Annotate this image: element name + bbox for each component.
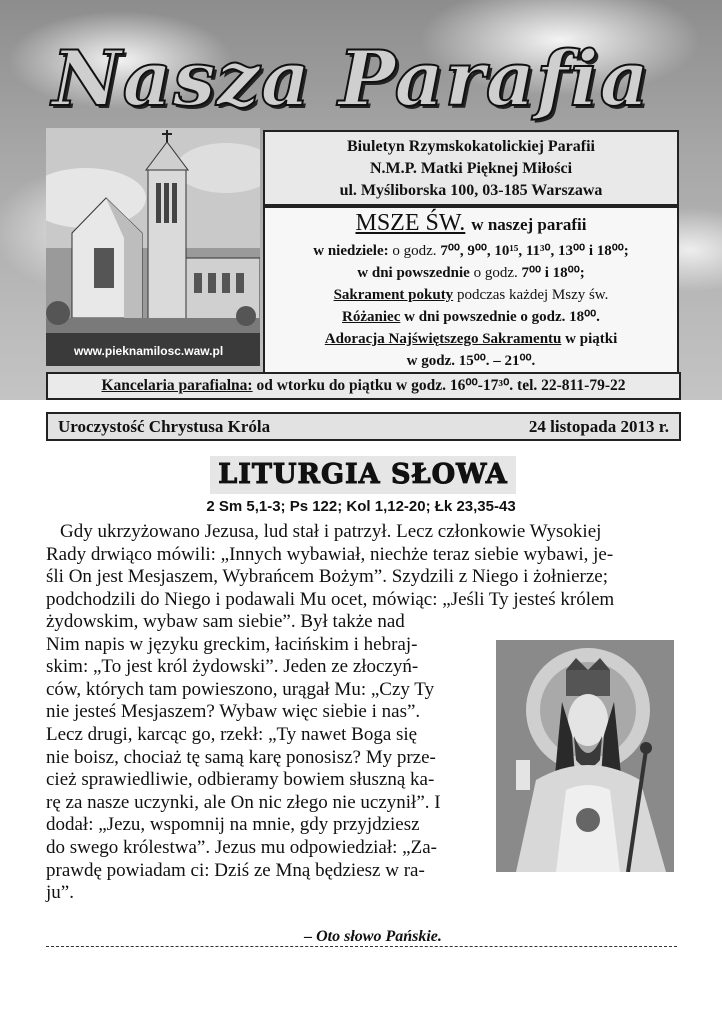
sunday-masses: w niedziele: o godz. 7⁰⁰, 9⁰⁰, 10¹⁵, 11³⁰, 13⁰⁰ i 18⁰⁰; <box>313 243 629 259</box>
reading-line: podchodzili do Niego i podawali Mu ocet, mówiąc: „Jeśli Ty jesteś królem <box>46 588 615 610</box>
adoration-info: Adoracja Najświętszego Sakramentu w piątki <box>324 331 618 347</box>
reading-line: Gdy ukrzyżowano Jezusa, lud stał i patrzył. Lecz członkowie Wysokiej <box>60 521 602 542</box>
header-banner <box>0 0 722 400</box>
masthead-title: Nasza Parafia <box>52 34 650 123</box>
reading-line: cież sprawiedliwie, odbieramy bowiem słuszną ka- <box>46 769 435 791</box>
reading-full-width <box>46 521 677 611</box>
bulletin-info-box <box>263 130 679 206</box>
reading-line: Nim napis w języku greckim, łacińskim i hebraj- <box>46 633 418 655</box>
mass-schedule-box <box>263 206 679 375</box>
weekday-masses: w dni powszednie o godz. 7⁰⁰ i 18⁰⁰; <box>357 265 585 281</box>
website-url: www.pieknamilosc.waw.pl <box>74 344 224 358</box>
reading-wrapped <box>46 611 482 905</box>
reading-line: skim: „To jest król żydowski”. Jeden ze złoczyń- <box>46 656 419 678</box>
reading-line: nie boisz, chociaż tę samą karę ponosisz? My prze- <box>46 746 436 768</box>
section-title: LITURGIA SŁOWA <box>210 456 516 494</box>
reading-line: nie jesteś Mesjaszem? Wybaw więc siebie i nas”. <box>46 701 421 723</box>
reading-line: do swego królestwa”. Jezus mu odpowiedział: „Za- <box>46 836 437 858</box>
occasion-date: 24 listopada 2013 r. <box>528 417 669 436</box>
bottom-divider <box>46 946 677 947</box>
reading-line: ju”. <box>46 882 74 904</box>
reading-line: ców, których tam powieszono, urągał Mu: „Czy Ty <box>46 678 435 700</box>
parish-office-hours: Kancelaria parafialna: od wtorku do piątku w godz. 16⁰⁰-17³⁰. tel. 22-811-79-22 <box>46 372 681 400</box>
adoration-time: w godz. 15⁰⁰. – 21⁰⁰. <box>406 353 536 369</box>
parish-name: N.M.P. Matki Pięknej Miłości <box>369 160 573 177</box>
occasion-name: Uroczystość Chrystusa Króla <box>58 417 271 436</box>
closing-acclamation: – Oto słowo Pańskie. <box>304 928 442 945</box>
reading-line: żydowskim, wybaw sam siebie”. Był także nad <box>46 611 405 632</box>
reading-line: prawdę powiadam ci: Dziś ze Mną będziesz w ra- <box>46 859 425 881</box>
reading-line: rę za nasze uczynki, ale On nic złego nie uczynił”. I <box>46 791 441 813</box>
reading-line: Rady drwiąco mówili: „Innych wybawiał, niechże teraz siebie wybawi, je- <box>46 543 614 565</box>
mass-title: MSZE ŚW. w naszej parafii <box>355 210 587 236</box>
occasion-bar <box>46 412 681 441</box>
reading-line: Lecz drugi, karcąc go, rzekł: „Ty nawet Boga się <box>46 723 418 745</box>
church-photo <box>46 128 260 366</box>
bulletin-line: Biuletyn Rzymskokatolickiej Parafii <box>347 138 595 155</box>
parish-address: ul. Myśliborska 100, 03-185 Warszawa <box>339 182 603 199</box>
confession-info: Sakrament pokuty podczas każdej Mszy św. <box>333 287 609 303</box>
christ-the-king-image <box>496 640 674 872</box>
reading-line: śli On jest Mesjaszem, Wybrańcem Bożym”. Szydzili z Niego i żołnierze; <box>46 566 609 588</box>
rosary-info: Różaniec w dni powszednie o godz. 18⁰⁰. <box>342 309 600 325</box>
reading-line: dodał: „Jezu, wspomnij na mnie, gdy przyjdziesz <box>46 814 420 836</box>
scripture-references: 2 Sm 5,1-3; Ps 122; Kol 1,12-20; Łk 23,35-43 <box>206 498 516 515</box>
